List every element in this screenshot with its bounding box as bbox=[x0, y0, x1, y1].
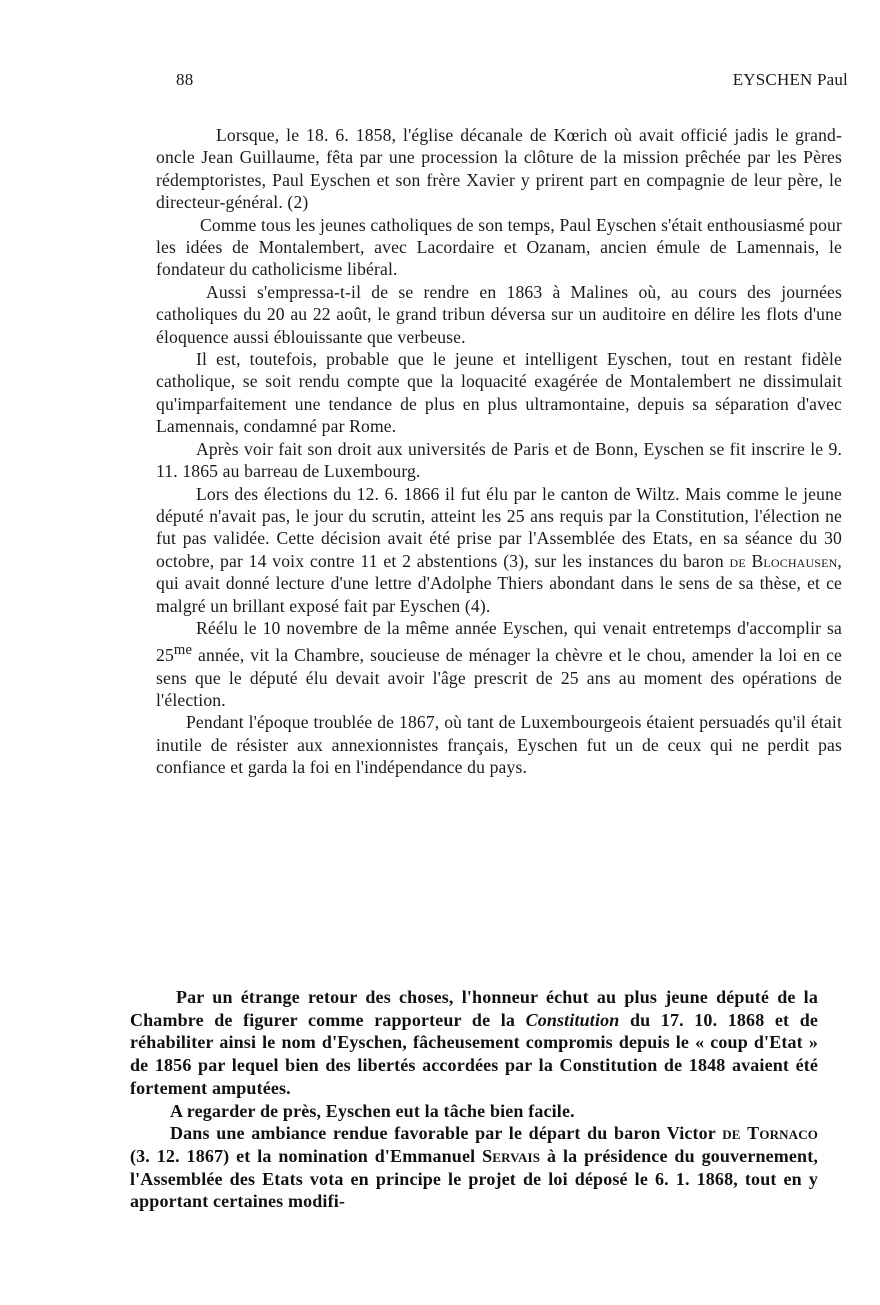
paragraph: Après voir fait son droit aux universités de Paris et de Bonn, Eyschen se fit inscrire le 9. 11. 1865 au barreau de Luxembourg. bbox=[156, 438, 842, 482]
text-run: du 17. 10. 1868 et de réhabiliter ainsi le nom d'Eyschen, fâcheusement compromis depuis le « coup d'Etat » de 1856 par lequel bien des libertés accordées par la Constitution de 1848 avaient été fortement amputées. bbox=[130, 1009, 818, 1098]
italic-term: Constitution bbox=[525, 1009, 620, 1030]
paragraph: Comme tous les jeunes catholiques de son temps, Paul Eyschen s'était enthousiasmé pour les idées de Montalembert, avec Lacordaire et Ozanam, ancien émule de Lamennais, le fondateur du catholicisme libéral. bbox=[156, 214, 843, 280]
text-run: Lors des élections du 12. 6. 1866 il fut élu par le canton de Wiltz. Mais comme le jeune député n'avait pas, le jour du scrutin, atteint les 25 ans requis par la Constitution, l'élection ne fut pas validée. Cette décision avait été prise par l'Assemblée des Etats, en sa séance du 30 octobre, par 14 voix contre 11 et 2 abstentions (3), sur les instances du baron bbox=[156, 483, 842, 571]
text-run: , qui avait donné lecture d'une lettre d'Adolphe Thiers abondant dans le sens de sa thèse, et ce malgré un brillant exposé fait par Eyschen (4). bbox=[156, 550, 842, 616]
paragraph: Il est, toutefois, probable que le jeune et intelligent Eyschen, tout en restant fidèle catholique, se soit rendu compte que la loquacité exagérée de Montalembert ne dissimulait qu'imparfaitement une tendance de plus en plus ultramontaine, depuis sa séparation d'avec Lamennais, condamné par Rome. bbox=[156, 349, 842, 437]
paragraph: Lorsque, le 18. 6. 1858, l'église décanale de Kœrich où avait officié jadis le grand-oncle Jean Guillaume, fêta par une procession la clôture de la mission prêchée par les Pères rédemptoristes, Paul Eyschen et son frère Xavier y prirent part en compagnie de leur père, le directeur-général. (2) bbox=[156, 125, 842, 213]
paragraph bbox=[130, 1122, 818, 1213]
paragraph bbox=[156, 617, 842, 711]
paragraph bbox=[156, 483, 842, 617]
paragraph: Pendant l'époque troublée de 1867, où tant de Luxembourgeois étaient persuadés qu'il était inutile de résister aux annexionnistes français, Eyschen fut un de ceux qui ne perdit pas confiance et garda la foi en l'indépendance du pays. bbox=[156, 712, 842, 778]
running-title: EYSCHEN Paul bbox=[732, 70, 848, 89]
main-text-block bbox=[156, 124, 842, 779]
text-run: à la présidence du gouvernement, l'Assemblée des Etats vota en principe le projet de loi déposé le 6. 1. 1868, tout en y apportant certaines modifi- bbox=[130, 1145, 819, 1212]
running-header bbox=[176, 70, 848, 94]
page-number: 88 bbox=[176, 70, 194, 89]
paragraph: A regarder de près, Eyschen eut la tâche bien facile. bbox=[170, 1100, 575, 1121]
person-name: Blochausen bbox=[751, 550, 838, 571]
person-name: Servais bbox=[482, 1145, 541, 1166]
bold-text-block bbox=[130, 986, 818, 1213]
text-run: Par un étrange retour des choses, l'honneur échut au plus jeune député de la Chambre de figurer comme rapporteur de la bbox=[130, 987, 818, 1030]
text-run: année, vit la Chambre, soucieuse de ménager la chèvre et le chou, amender la loi en ce sens que le député élu devait avoir l'âge prescrit de 25 ans au moment des opérations de l'élection. bbox=[156, 645, 842, 711]
name-prefix: de bbox=[729, 550, 746, 571]
text-run: Réélu le 10 novembre de la même année Eyschen, qui venait entretemps d'accomplir sa 25 bbox=[156, 617, 842, 666]
person-name: Tornaco bbox=[747, 1123, 819, 1144]
paragraph bbox=[130, 986, 818, 1100]
name-prefix: de bbox=[722, 1123, 741, 1144]
text-run: Dans une ambiance rendue favorable par le départ du baron Victor bbox=[170, 1123, 723, 1144]
paragraph: Aussi s'empressa-t-il de se rendre en 1863 à Malines où, au cours des journées catholiques du 20 au 22 août, le grand tribun déversa sur un auditoire en délire les flots d'une éloquence aussi éblouissante que verbeuse. bbox=[156, 281, 842, 347]
ordinal-superscript: me bbox=[173, 642, 193, 659]
text-run: (3. 12. 1867) et la nomination d'Emmanuel bbox=[130, 1145, 483, 1166]
